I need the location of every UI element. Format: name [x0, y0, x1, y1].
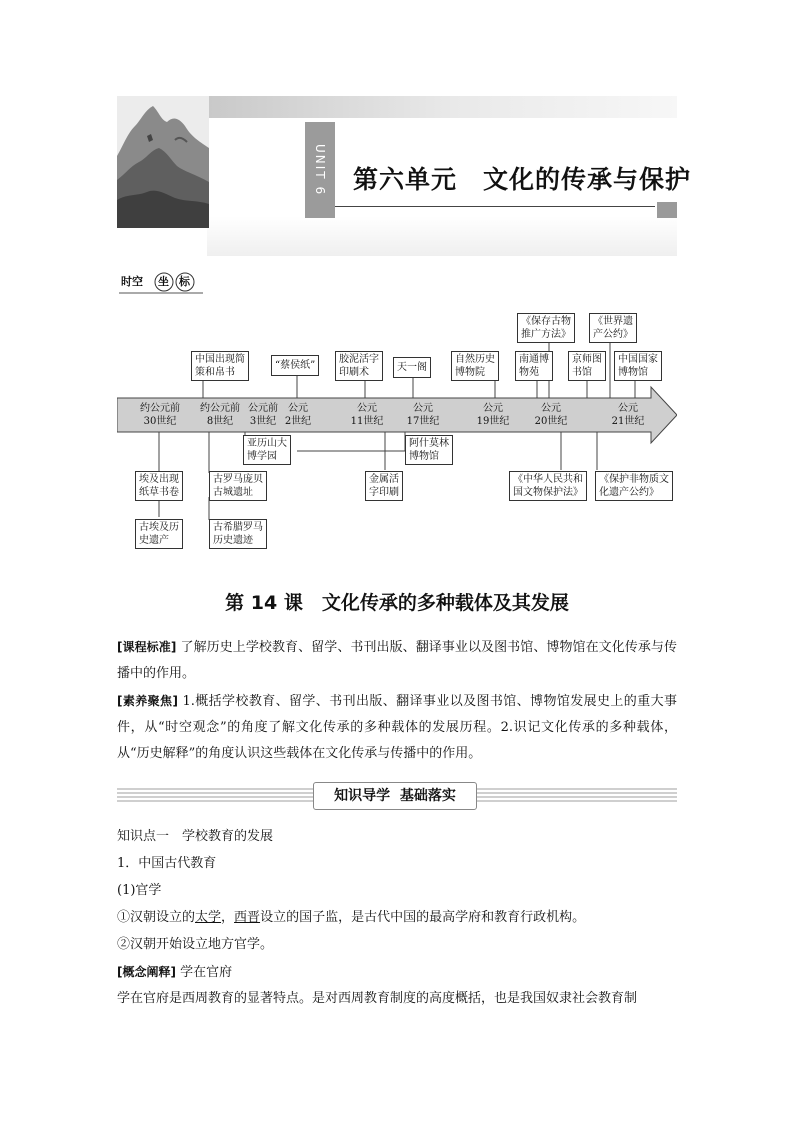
event-box: 《中华人民共和 国文物保护法》 — [509, 471, 587, 501]
list-item: ②汉朝开始设立地方官学。 — [117, 937, 274, 952]
unit-title: 第六单元 文化的传承与保护 — [353, 165, 692, 194]
event-box: 亚历山大 博学园 — [243, 435, 291, 465]
list-item-text: 设立的国子监，是古代中国的最高学府和教育行政机构。 — [260, 910, 586, 925]
concept-title: 学在官府 — [175, 965, 233, 980]
event-box: 《保存古物 推广方法》 — [517, 313, 575, 343]
section-banner — [117, 782, 677, 810]
axis-label: 约公元前 30世纪 — [140, 403, 180, 427]
axis-label: 公元前 3世纪 — [248, 403, 278, 427]
event-box: “蔡侯纸” — [271, 355, 319, 376]
event-box: 《保护非物质文 化遗产公约》 — [595, 471, 673, 501]
literacy-text: 1.概括学校教育、留学、书刊出版、翻译事业以及图书馆、博物馆发展史上的重大事件，从“时空观念”的角度了解文化传承的多种载体的发展历程。2.识记文化传承的多种载体，从“历史解释”的角度认识这些载体在文化传承与传播中的作用。 — [117, 694, 677, 761]
axis-label: 公元 20世纪 — [534, 403, 568, 427]
standard-tag: [课程标准] — [117, 640, 177, 654]
list-item — [117, 909, 677, 927]
underlined-term: 太学 — [195, 910, 222, 925]
standard-text: 了解历史上学校教育、留学、书刊出版、翻译事业以及图书馆、博物馆在文化传承与传播中的作用。 — [117, 640, 677, 681]
curriculum-standard — [117, 634, 677, 687]
event-box: 京师图 书馆 — [568, 351, 606, 381]
banner-shade-bottom — [207, 216, 677, 256]
mountain-illustration — [117, 96, 209, 228]
concept-heading — [117, 963, 677, 982]
list-item-text: ， — [221, 910, 235, 925]
event-box: 古埃及历 史遗产 — [135, 519, 183, 549]
event-box: 埃及出现 纸草书卷 — [135, 471, 183, 501]
axis-label: 公元 11世纪 — [350, 403, 384, 427]
timeline-heading-1: 时空 — [121, 275, 143, 288]
event-box: 《世界遗 产公约》 — [589, 313, 637, 343]
subheading: 1．中国古代教育 — [117, 856, 217, 871]
knowledge-point-heading: 知识点一 学校教育的发展 — [117, 829, 274, 844]
timeline-figure — [117, 265, 677, 555]
event-box: 中国出现简 策和帛书 — [191, 351, 249, 381]
timeline-heading-3: 标 — [179, 275, 190, 288]
event-box: 古罗马庞贝 古城遗址 — [209, 471, 267, 501]
event-box: 自然历史 博物院 — [451, 351, 499, 381]
subheading: (1)官学 — [117, 883, 162, 898]
axis-label: 公元 19世纪 — [476, 403, 510, 427]
event-box: 古希腊罗马 历史遗迹 — [209, 519, 267, 549]
event-box: 阿什莫林 博物馆 — [405, 435, 453, 465]
axis-label: 公元 21世纪 — [611, 403, 645, 427]
literacy-focus — [117, 688, 677, 767]
section-banner-label: 知识导学 基础落实 — [313, 782, 477, 810]
axis-label: 公元 2世纪 — [284, 403, 312, 427]
literacy-tag: [素养聚焦] — [117, 694, 178, 708]
lesson-title: 第 14 课 文化传承的多种载体及其发展 — [225, 592, 569, 614]
timeline-heading-2: 坐 — [158, 275, 169, 288]
list-item-text: ①汉朝设立的 — [117, 910, 196, 925]
concept-tag: [概念阐释] — [117, 965, 176, 979]
underlined-term: 西晋 — [234, 910, 261, 925]
unit-number-strip — [305, 122, 335, 218]
axis-label: 约公元前 8世纪 — [200, 403, 240, 427]
unit-title-underline — [335, 206, 655, 207]
event-box: 金属活 字印刷 — [365, 471, 403, 501]
unit-number-label: UNIT 6 — [313, 143, 327, 197]
unit-title-endblock — [657, 202, 677, 218]
event-box: 南通博 物苑 — [515, 351, 553, 381]
event-box: 中国国家 博物馆 — [614, 351, 662, 381]
axis-label: 公元 17世纪 — [406, 403, 440, 427]
event-box: 天一阁 — [393, 357, 431, 378]
unit-banner — [117, 96, 692, 256]
event-box: 胶泥活字 印刷术 — [335, 351, 383, 381]
concept-text: 学在官府是西周教育的显著特点。是对西周教育制度的高度概括，也是我国奴隶社会教育制 — [117, 991, 638, 1006]
